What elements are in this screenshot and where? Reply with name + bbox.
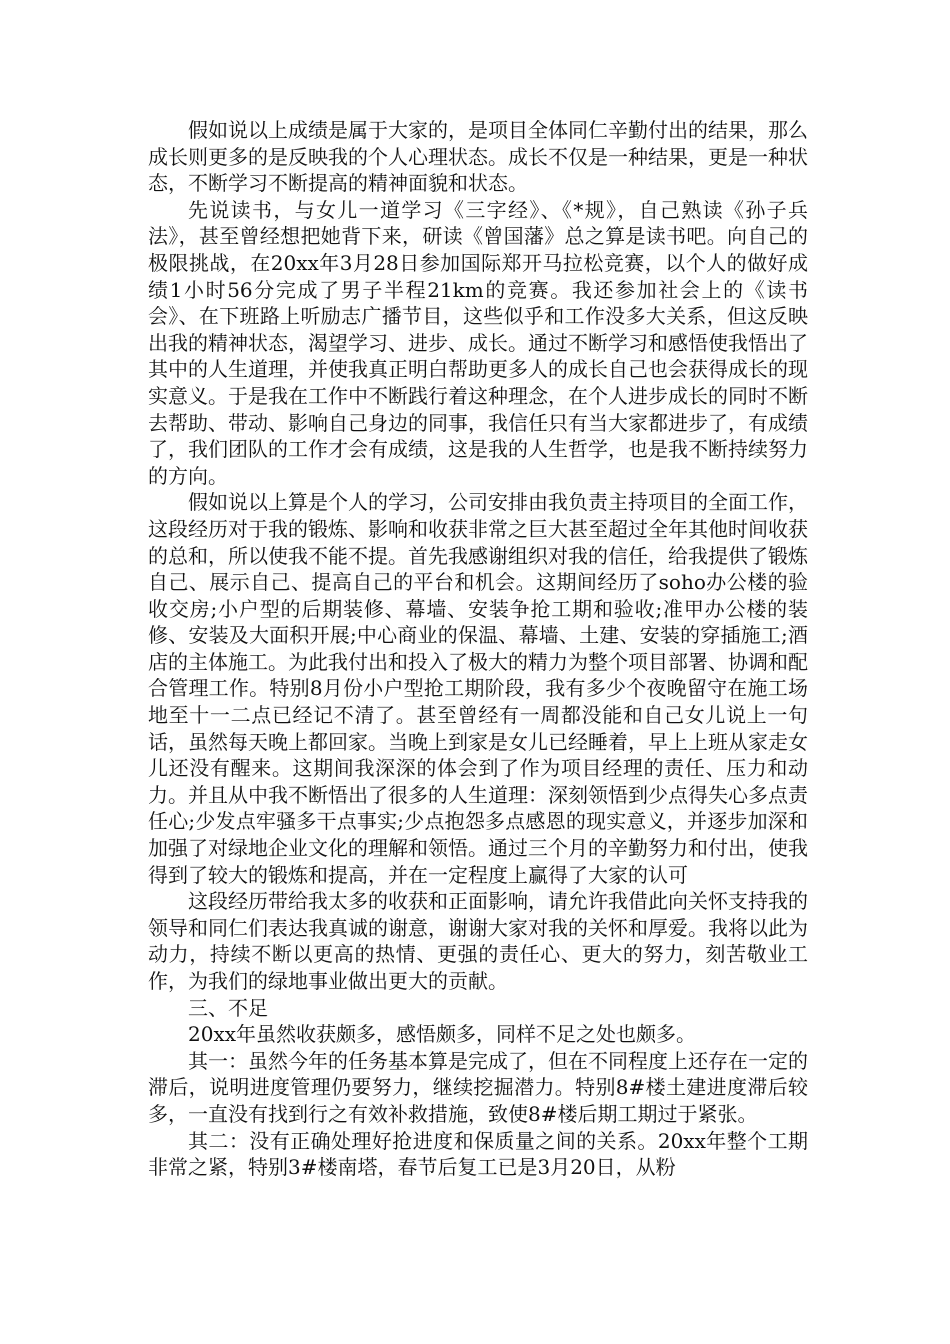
paragraph-shortcoming-two: 其二：没有正确处理好抢进度和保质量之间的关系。20xx年整个工期非常之紧，特别3#楼南塔，春节后复工已是3月20日，从粉 (148, 1128, 808, 1180)
paragraph-reading-growth: 先说读书，与女儿一道学习《三字经》、《*规》，自己熟读《孙子兵法》，甚至曾经想把她背下来，研读《曾国藩》总之算是读书吧。向自己的极限挑战，在20xx年3月28日参加国际郑开马拉松竞赛，以个人的做好成绩1小时56分完成了男子半程21km的竞赛。我还参加社会上的《读书会》、在下班路上听励志广播节目，这些似乎和工作没多大关系，但这反映出我的精神状态，渴望学习、进步、成长。通过不断学习和感悟使我悟出了其中的人生道理，并使我真正明白帮助更多人的成长自己也会获得成长的现实意义。于是我在工作中不断践行着这种理念，在个人进步成长的同时不断去帮助、带动、影响自己身边的同事，我信任只有当大家都进步了，有成绩了，我们团队的工作才会有成绩，这是我的人生哲学，也是我不断持续努力的方向。 (148, 197, 808, 488)
document-body (148, 117, 808, 1181)
paragraph-thanks: 这段经历带给我太多的收获和正面影响，请允许我借此向关怀支持我的领导和同仁们表达我真诚的谢意，谢谢大家对我的关怀和厚爱。我将以此为动力，持续不断以更高的热情、更强的责任心、更大的努力，刻苦敬业工作，为我们的绿地事业做出更大的贡献。 (148, 889, 808, 993)
paragraph-project-management: 假如说以上算是个人的学习，公司安排由我负责主持项目的全面工作，这段经历对于我的锻炼、影响和收获非常之巨大甚至超过全年其他时间收获的总和，所以使我不能不提。首先我感谢组织对我的信任，给我提供了锻炼自己、展示自己、提高自己的平台和机会。这期间经历了soho办公楼的验收交房;小户型的后期装修、幕墙、安装争抢工期和验收;准甲办公楼的装修、安装及大面积开展;中心商业的保温、幕墙、土建、安装的穿插施工;酒店的主体施工。为此我付出和投入了极大的精力为整个项目部署、协调和配合管理工作。特别8月份小户型抢工期阶段，我有多少个夜晚留守在施工场地至十一二点已经记不清了。甚至曾经有一周都没能和自己女儿说上一句话，虽然每天晚上都回家。当晚上到家是女儿已经睡着，早上上班从家走女儿还没有醒来。这期间我深深的体会到了作为项目经理的责任、压力和动力。并且从中我不断悟出了很多的人生道理：深刻领悟到少点得失心多点责任心;少发点牢骚多干点事实;少点抱怨多点感恩的现实意义，并逐步加深和加强了对绿地企业文化的理解和领悟。通过三个月的辛勤努力和付出，使我得到了较大的锻炼和提高，并在一定程度上赢得了大家的认可 (148, 490, 808, 887)
paragraph-achievements-summary: 假如说以上成绩是属于大家的，是项目全体同仁辛勤付出的结果，那么成长则更多的是反映我的个人心理状态。成长不仅是一种结果，更是一种状态，不断学习不断提高的精神面貌和状态。 (148, 118, 808, 196)
section-heading-shortcomings: 三、不足 (188, 995, 268, 1020)
paragraph-shortcoming-one: 其一：虽然今年的任务基本算是完成了，但在不同程度上还存在一定的滞后，说明进度管理仍要努力，继续挖掘潜力。特别8#楼土建进度滞后较多，一直没有找到行之有效补救措施，致使8#楼后期工期过于紧张。 (148, 1048, 808, 1126)
paragraph-shortcomings-intro: 20xx年虽然收获颇多，感悟颇多，同样不足之处也颇多。 (188, 1022, 697, 1047)
